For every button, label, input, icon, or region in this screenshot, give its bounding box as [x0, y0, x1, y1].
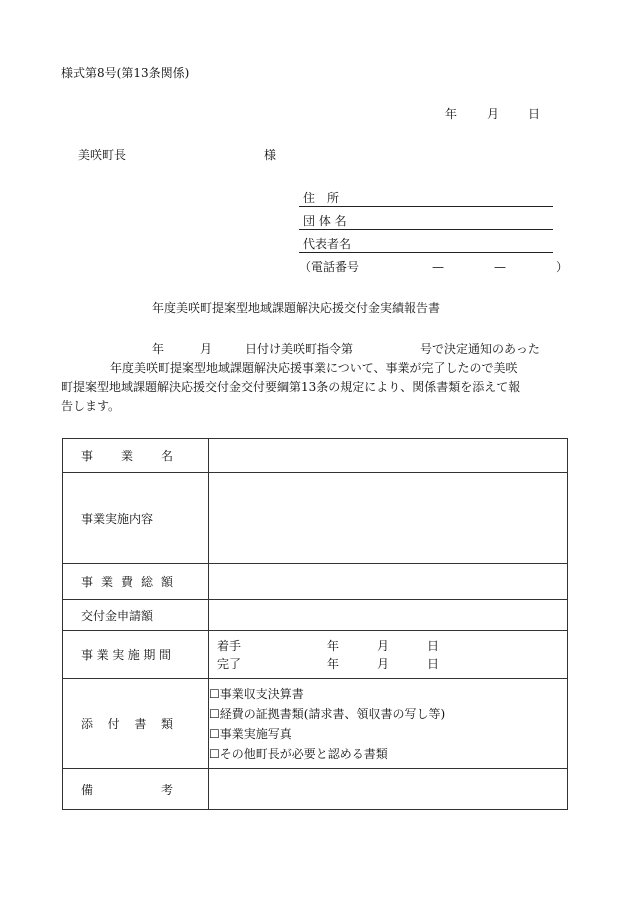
date-month-label: 月 [487, 107, 500, 121]
body-paragraph [61, 359, 567, 416]
body-directive: 日付け美咲町指令第 [245, 342, 354, 356]
phone-dash-1: — [432, 260, 444, 274]
project-name-label: 事 業 名 [63, 439, 209, 473]
address-line [299, 206, 553, 207]
row-remarks [63, 769, 568, 810]
period-field[interactable] [209, 631, 568, 679]
addressee-name: 美咲町長 [78, 148, 127, 162]
attachment-checkbox-receipts[interactable]: ☐経費の証拠書類(請求書、領収書の写し等) [209, 706, 446, 721]
period-start: 着手 年 月 日 [217, 638, 440, 653]
body-notice: 号で決定通知のあった [420, 342, 540, 356]
group-name-line [299, 229, 553, 230]
attachments-list [209, 679, 568, 769]
attachment-checkbox-settlement[interactable]: ☐事業収支決算書 [209, 686, 304, 701]
remarks-label: 備 考 [63, 769, 209, 810]
attachment-checkbox-other[interactable]: ☐その他町長が必要と認める書類 [209, 746, 388, 761]
phone-label: （電話番号 [299, 260, 360, 274]
grant-request-field[interactable] [209, 600, 568, 631]
body-line-3: 町提案型地域課題解決応援交付金交付要綱第13条の規定により、関係書類を添えて報 [61, 380, 521, 394]
grant-request-label: 交付金申請額 [63, 600, 209, 631]
document-title: 年度美咲町提案型地域課題解決応援交付金実績報告書 [152, 301, 441, 315]
body-line-4: 告します。 [61, 399, 121, 413]
address-label: 住 所 [303, 191, 340, 205]
total-cost-field[interactable] [209, 564, 568, 600]
project-name-field[interactable] [209, 439, 568, 473]
group-name-label: 団 体 名 [303, 214, 347, 228]
project-content-field[interactable] [209, 473, 568, 564]
date-year-label: 年 [445, 107, 458, 121]
body-month: 月 [200, 342, 213, 356]
phone-close: ） [556, 260, 569, 274]
addressee-honorific: 様 [264, 148, 277, 162]
date-day-label: 日 [528, 107, 541, 121]
row-project-name [63, 439, 568, 473]
body-line-2: 年度美咲町提案型地域課題解決応援事業について、事業が完了したので美咲 [110, 361, 518, 375]
attachment-checkbox-photos[interactable]: ☐事業実施写真 [209, 726, 292, 741]
report-table [62, 438, 568, 810]
remarks-field[interactable] [209, 769, 568, 810]
project-content-label: 事業実施内容 [63, 473, 209, 564]
row-period [63, 631, 568, 679]
body-year: 年 [152, 342, 165, 356]
representative-label: 代表者名 [303, 237, 352, 251]
period-end: 完了 年 月 日 [217, 656, 440, 671]
row-attachments [63, 679, 568, 769]
attachments-label: 添 付 書 類 [63, 679, 209, 769]
row-total-cost [63, 564, 568, 600]
total-cost-label: 事 業 費 総 額 [63, 564, 209, 600]
form-number: 様式第8号(第13条関係) [61, 66, 190, 80]
row-project-content [63, 473, 568, 564]
row-grant-request [63, 600, 568, 631]
period-label: 事 業 実 施 期 間 [63, 631, 209, 679]
phone-dash-2: — [494, 260, 506, 274]
representative-line [299, 252, 553, 253]
